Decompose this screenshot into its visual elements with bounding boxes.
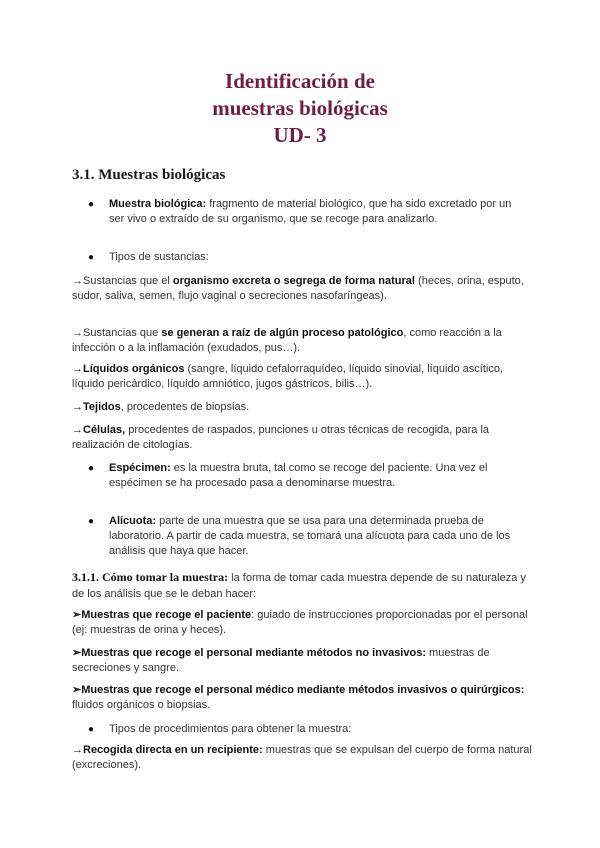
para-rest: muestras de secreciones y sangre. bbox=[72, 647, 490, 674]
definition-alicuota: parte de una muestra que se usa para una determinada prueba de laboratorio. A partir de cada muestra, se tomará una alícuota para cada uno de los análisis que haya que hacer. bbox=[109, 515, 511, 557]
para-rest: , como reacción a la infección o a la inflamación (exudados, pus…). bbox=[72, 327, 502, 354]
bullet-text: Tipos de sustancias: bbox=[109, 251, 209, 263]
paragraph-no-invasivos bbox=[72, 646, 532, 676]
paragraph-liquidos bbox=[72, 362, 532, 392]
para-bold: se generan a raíz de algún proceso patológico bbox=[161, 327, 404, 339]
subsection-como-tomar bbox=[72, 569, 532, 602]
paragraph-celulas bbox=[72, 423, 532, 453]
para-bold: →Líquidos orgánicos bbox=[72, 363, 185, 375]
bullet-dot-icon: ● bbox=[88, 252, 95, 263]
document-title bbox=[0, 68, 600, 149]
para-bold: ➢Muestras que recoge el paciente bbox=[72, 609, 252, 621]
para-rest: (heces, orina, esputo, sudor, saliva, semen, flujo vaginal o secreciones nasofaríngeas). bbox=[72, 275, 524, 302]
paragraph-patologico bbox=[72, 326, 532, 356]
paragraph-paciente bbox=[72, 608, 532, 638]
term-especimen: Espécimen: bbox=[109, 462, 171, 474]
para-bold: ➢Muestras que recoge el personal mediante métodos no invasivos: bbox=[72, 647, 426, 659]
bullet-dot-icon: ● bbox=[88, 724, 95, 735]
para-rest: (sangre, líquido cefalorraquídeo, líquido sinovial, líquido ascítico, líquido pericárdico, líquido amniótico, jugos gástricos, bilis…). bbox=[72, 363, 504, 390]
definition-muestra-biologica: fragmento de material biológico, que ha sido excretado por un ser vivo o extraído de su organismo, que se recoge para analizarlo. bbox=[109, 198, 512, 225]
title-line-2: muestras biológicas bbox=[212, 96, 388, 120]
title-line-1: Identificación de bbox=[225, 69, 375, 93]
term-alicuota: Alícuota: bbox=[109, 515, 157, 527]
para-rest: muestras que se expulsan del cuerpo de forma natural (excreciones). bbox=[72, 744, 532, 771]
para-rest: : guiado de instrucciones proporcionadas por el personal (ej: muestras de orina y heces). bbox=[72, 609, 528, 636]
para-bold: →Recogida directa en un recipiente: bbox=[72, 744, 263, 756]
bullet-text bbox=[109, 197, 529, 227]
para-bold: organismo excreta o segrega de forma natural bbox=[172, 275, 415, 287]
para-rest: fluidos orgánicos o biopsias. bbox=[72, 699, 211, 711]
para-bold: →Tejidos bbox=[72, 401, 121, 413]
subsection-heading: 3.1.1. Cómo tomar la muestra: bbox=[72, 570, 229, 584]
paragraph-invasivos bbox=[72, 683, 532, 713]
para-prefix: →Sustancias que el bbox=[72, 275, 173, 287]
para-rest: , procedentes de biopsias. bbox=[120, 401, 250, 413]
term-muestra-biologica: Muestra biológica: bbox=[109, 198, 207, 210]
para-bold: →Células, bbox=[72, 424, 126, 436]
bullet-dot-icon: ● bbox=[88, 463, 95, 474]
paragraph-tejidos bbox=[72, 400, 532, 415]
para-rest: procedentes de raspados, punciones u otras técnicas de recogida, para la realización de citologías. bbox=[72, 424, 490, 451]
bullet-dot-icon: ● bbox=[88, 516, 95, 527]
title-line-3: UD- 3 bbox=[273, 123, 327, 147]
bullet-dot-icon: ● bbox=[88, 199, 95, 210]
subsection-text: la forma de tomar cada muestra depende de su naturaleza y de los análisis que se le deban hacer: bbox=[72, 572, 526, 600]
bullet-text bbox=[109, 514, 529, 559]
para-bold: ➢Muestras que recoge el personal médico mediante métodos invasivos o quirúrgicos: bbox=[72, 684, 525, 696]
definition-especimen: es la muestra bruta, tal como se recoge del paciente. Una vez el espécimen se ha procesado pasa a denominarse muestra. bbox=[109, 462, 488, 489]
para-prefix: →Sustancias que bbox=[72, 327, 162, 339]
section-heading: 3.1. Muestras biológicas bbox=[72, 167, 226, 183]
bullet-text bbox=[109, 461, 529, 491]
paragraph-recogida-directa bbox=[72, 743, 532, 773]
bullet-text: Tipos de procedimientos para obtener la muestra: bbox=[109, 723, 352, 735]
paragraph-excreta bbox=[72, 274, 532, 304]
